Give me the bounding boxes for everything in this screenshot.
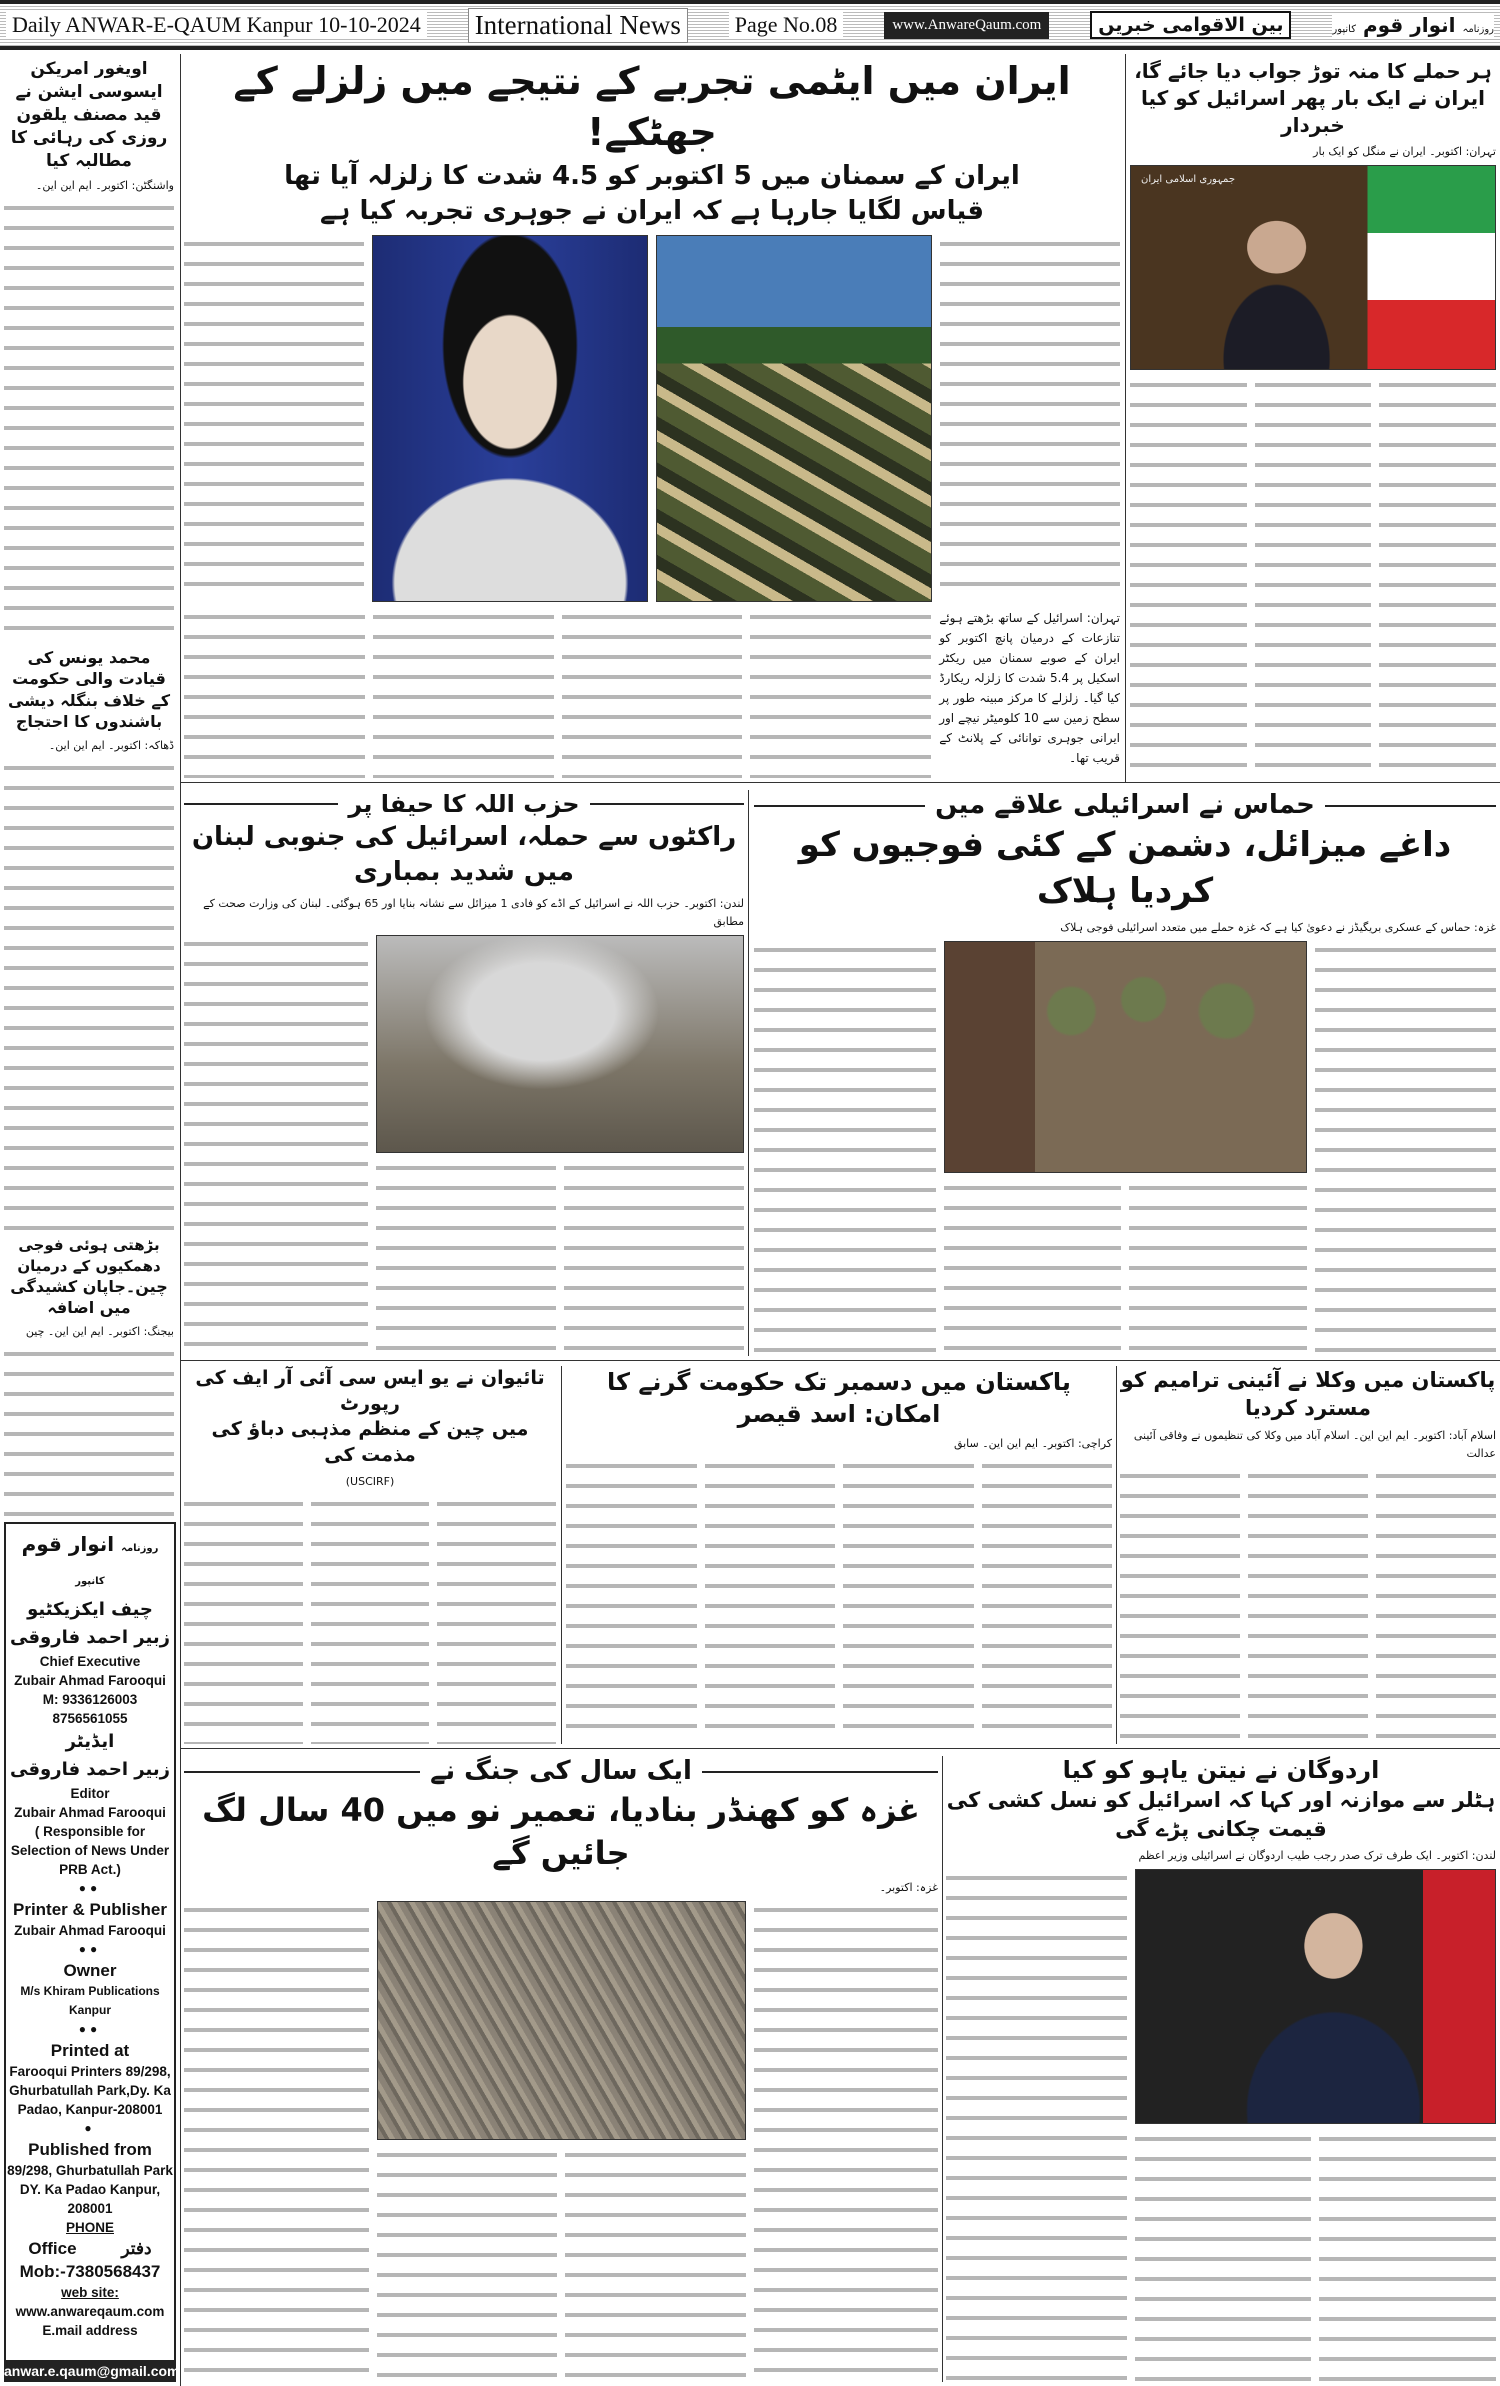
headline: محمد یونس کی قیادت والی حکومت کے خلاف بنگلہ دیشی باشندوں کا احتجاج [7,647,171,732]
label-urdu: دفتر [121,2239,152,2258]
article-body [4,1345,174,1516]
article-body [184,1901,369,2382]
section-title-urdu: بین الاقوامی خبریں [1090,11,1291,39]
label: Editor [70,1786,110,1801]
dateline: بیجنگ: اکتوبر۔ ایم این این۔ چین [25,1325,174,1339]
page-header [0,0,1500,50]
separator: ● [84,2121,96,2135]
lead-subhead: قیاس لگایا جارہا ہے کہ ایران نے جوہری تجربہ کیا ہے [319,195,985,226]
gaza-content [184,1901,938,2382]
gaza-aerial-photo [377,1901,746,2139]
headline: اویغور امریکن ایسوسی ایشن نے قید مصنف یلقون روزی کی رہائی کا مطالبہ کیا [10,59,168,171]
imprint-masthead: روزنامہ انوار قوم کانپور [21,1532,159,1587]
label: Chief Executive [39,1654,141,1669]
address: 89/298, Ghurbatullah Park DY. Ka Padao Kanpur, 208001 [7,2163,173,2216]
lead-story [184,56,1120,778]
page-number: Page No.08 [729,11,844,39]
column-divider [561,1366,562,1744]
dateline: غزہ: اکتوبر۔ [879,1881,938,1895]
owner-city: Kanpur [69,2003,111,2017]
article-body [750,608,931,778]
soldiers-photo [944,941,1307,1173]
website-link[interactable]: www.AnwareQaum.com [884,12,1049,39]
label: web site: [61,2285,119,2300]
email-link[interactable]: anwar.e.qaum@gmail.com [4,2360,176,2382]
label: ایڈیٹر [65,1731,115,1752]
kicker: حزب اللہ کا حیفا پر [184,788,744,820]
article-body [1120,1467,1496,1744]
bangladesh-story [4,647,174,1232]
column-divider [942,1756,943,2382]
headline: پاکستان میں دسمبر تک حکومت گرنے کا امکان: اسد قیصر [607,1368,1071,1429]
label: PHONE [65,2220,114,2235]
lead-headline: ایران میں ایٹمی تجربے کے نتیجے میں زلزلے کے جھٹکے! [233,59,1071,155]
article-body [4,199,174,643]
address: Farooqui Printers 89/298, Ghurbatullah Park,Dy. Ka Padao, Kanpur-208001 [9,2064,171,2117]
lead-photo-row [184,235,1120,602]
name: Zubair Ahmad Farooqui [14,1923,166,1938]
section-title: International News [468,8,688,43]
separator: ●● [78,2022,102,2036]
kicker: ہر حملے کا منہ توڑ جواب دیا جائے گا، [1134,59,1492,83]
taiwan-story [184,1366,556,1744]
article-body [4,759,174,1231]
erdogan-photo [1135,1869,1496,2123]
dateline: کراچی: اکتوبر۔ ایم این این۔ سابق [953,1436,1112,1450]
label: E.mail address [42,2323,138,2338]
label: چیف ایکزیکٹیو [27,1599,153,1620]
kicker: حماس نے اسرائیلی علاقے میں [754,788,1496,823]
dateline: لندن: اکتوبر۔ ایک طرف ترک صدر رجب طیب اردوگان نے اسرائیلی وزیر اعظم [1138,1849,1496,1863]
lead-body-columns [184,608,1120,778]
phone: M: 9336126003 [42,1692,138,1707]
name: Zubair Ahmad Farooqui [14,1673,166,1688]
headline: بڑھتی ہوئی فوجی دھمکیوں کے درمیان [17,1236,161,1275]
erdogan-content [946,1869,1496,2382]
headline: ہٹلر سے موازنہ اور کہا کہ اسرائیل کو نسل کشی کی قیمت چکانی پڑے گی [946,1788,1496,1841]
owner: M/s Khiram Publications [20,1984,160,1998]
label: Published from [28,2140,152,2159]
dateline: تہران: اکتوبر۔ ایران نے منگل کو ایک بار [1313,145,1496,158]
article-body [562,608,743,778]
pakistan-govt-story [566,1366,1112,1744]
column-divider [180,54,181,2386]
headline: داغے میزائل، دشمن کے کئی فوجیوں کو کردیا ہلاک [798,825,1452,911]
china-japan-story [4,1235,174,1516]
label: Printed at [50,2041,130,2060]
dateline: ڈھاکہ: اکتوبر۔ ایم این این۔ [48,739,174,753]
khamenei-photo [372,235,648,602]
headline: پاکستان میں وکلا نے آئینی ترامیم کو مسترد کردیا [1120,1368,1496,1421]
lead-subhead: ایران کے سمنان میں 5 اکتوبر کو 4.5 شدت کا زلزلہ آیا تھا [284,160,1020,191]
left-column [4,58,174,1516]
edition-date: Daily ANWAR-E-QAUM Kanpur 10-10-2024 [6,11,427,39]
dateline: غزہ: حماس کے عسکری بریگیڈز نے دعویٰ کیا ہے کہ غزہ حملے میں متعدد اسرائیلی فوجی ہلاک [1060,920,1496,934]
label: Office [28,2239,77,2258]
section-divider [180,1360,1500,1361]
name-urdu: زبیر احمد فاروقی [10,1627,170,1648]
pakistan-lawyers-story [1120,1366,1496,1744]
article-body: تہران: اسرائیل کے ساتھ بڑھتے ہوئے تنازعات کے درمیان پانچ اکتوبر کو ایران کے صوبے سمنان میں ریکٹر اسکیل پر 5.4 شدت کا زلزلہ ریکارڈ کیا گیا۔ زلزلے کا مرکز مبینہ طور پر سطح زمین سے 10 کلومیٹر نیچے اور ایرانی جوہری توانائی کے پلانٹ کے قریب تھا۔ [939,611,1120,765]
imprint-box [4,1522,180,2382]
label: Printer & Publisher [13,1900,167,1919]
hezbollah-story [184,788,744,1356]
kicker: ایک سال کی جنگ نے [184,1754,938,1789]
erdogan-story [946,1754,1496,2382]
section-divider [180,1748,1500,1749]
headline: تائیوان نے یو ایس سی آئی آر ایف کی رپورٹ [195,1367,545,1415]
article-body [184,935,368,1356]
article-body [373,608,554,778]
section-divider [180,782,1500,783]
note: ( Responsible for Selection of News Under PRB Act.) [10,1824,170,1877]
kicker: اردوگان نے نیتن یاہو کو کیا [1062,1756,1380,1784]
article-body [940,235,1120,602]
article-body [184,235,364,602]
article-body [1315,941,1497,1356]
dateline: اسلام آباد: اکتوبر۔ ایم این این۔ اسلام آباد میں وکلا کی تنظیموں نے وفاقی آئینی عدالت [1133,1428,1496,1460]
iran-warning-body [1130,376,1496,778]
headline: میں چین کے منظم مذہبی دباؤ کی مذمت کی [211,1418,529,1466]
headline: غزہ کو کھنڈر بنادیا، تعمیر نو میں 40 سال لگ جائیں گے [202,1791,920,1873]
column-divider [1125,54,1126,782]
hamas-story [754,788,1496,1356]
headline: ایران نے ایک بار پھر اسرائیل کو کیا خبردار [1140,86,1486,137]
iran-warning-story [1130,58,1496,778]
name-urdu: زبیر احمد فاروقی [10,1759,170,1780]
article-body [184,1495,556,1744]
article-body [566,1457,1112,1744]
masthead-logo: روزنامہ انوار قوم کانپور [1332,13,1494,37]
article-body [184,608,365,778]
gaza-story [184,1754,938,2382]
article-body [754,941,936,1356]
separator: ●● [78,1881,102,1895]
phone: 8756561055 [52,1711,128,1726]
website-link[interactable]: www.anwareqaum.com [15,2304,165,2319]
dateline: واشنگٹن: اکتوبر۔ ایم این این۔ [35,178,174,192]
hamas-content [754,941,1496,1356]
iran-minister-photo [1130,165,1496,370]
hezbollah-content [184,935,744,1356]
dateline: لندن: اکتوبر۔ حزب اللہ نے اسرائیل کے اڈے کو فادی 1 میزائل سے نشانہ بنایا اور 65 ہوگئی۔ لبنان کی وزارت صحت کے مطابق [203,896,744,928]
bombing-smoke-photo [376,935,744,1154]
label: Owner [63,1961,117,1980]
acronym: (USCIRF) [345,1474,395,1488]
separator: ●● [78,1942,102,1956]
phone: Mob:-7380568437 [19,2262,161,2281]
photo-caption: جمہوری اسلامی ایران [1141,174,1236,185]
article-body [754,1901,939,2382]
uighur-story [4,58,174,643]
column-divider [1116,1366,1117,1744]
column-divider [748,790,749,1356]
name: Zubair Ahmad Farooqui [14,1805,166,1820]
missile-photo [656,235,932,602]
headline: چین۔جاپان کشیدگی میں اضافہ [10,1276,168,1318]
article-body [946,1869,1127,2382]
headline: راکٹوں سے حملہ، اسرائیل کی جنوبی لبنان میں شدید بمباری [191,822,737,888]
